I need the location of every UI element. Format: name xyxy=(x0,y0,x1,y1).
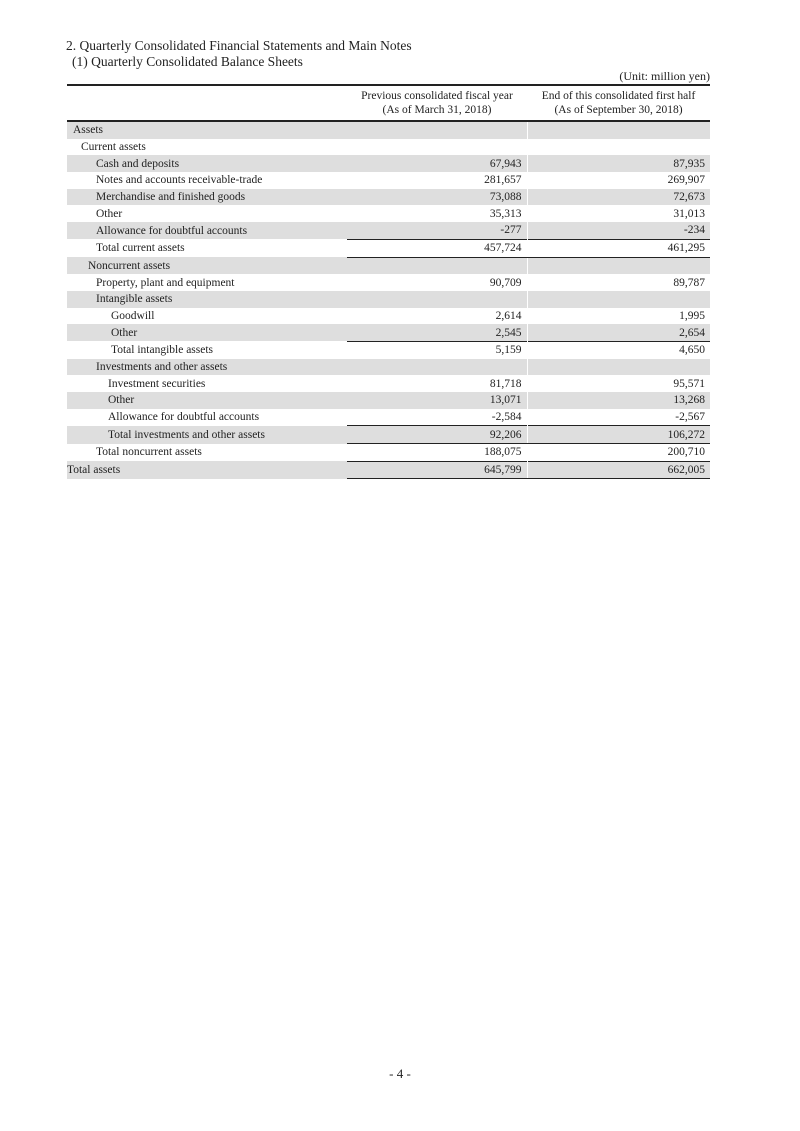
table-row xyxy=(67,461,710,479)
row-label: Other xyxy=(67,392,347,409)
table-row xyxy=(67,239,710,257)
table-row xyxy=(67,291,710,308)
table-row xyxy=(67,324,710,341)
row-label: Property, plant and equipment xyxy=(96,276,235,289)
previous-year-value: 5,159 xyxy=(347,341,527,358)
table-row xyxy=(67,409,710,426)
table-row xyxy=(67,444,710,462)
subsection-heading: (1) Quarterly Consolidated Balance Sheets xyxy=(72,54,303,69)
row-label: Notes and accounts receivable-trade xyxy=(96,174,263,187)
table-row xyxy=(67,121,710,139)
row-label: Total assets xyxy=(67,461,347,479)
row-label: Allowance for doubtful accounts xyxy=(108,411,260,424)
balance-sheet-table xyxy=(67,84,710,479)
previous-year-value xyxy=(347,257,527,274)
page-number: - 4 - xyxy=(389,1066,411,1081)
row-label: Noncurrent assets xyxy=(67,257,347,274)
row-label: Total current assets xyxy=(96,242,185,255)
current-half-value: 1,995 xyxy=(679,309,705,322)
table-row xyxy=(67,172,710,189)
previous-year-value: 281,657 xyxy=(347,172,527,189)
previous-year-value: 188,075 xyxy=(347,444,527,462)
current-half-value: 89,787 xyxy=(673,276,705,289)
previous-year-value: 90,709 xyxy=(347,274,527,291)
header-label-column xyxy=(67,85,347,121)
table-row xyxy=(67,392,710,409)
row-label: Investment securities xyxy=(108,377,206,390)
current-half-value xyxy=(527,359,710,376)
row-label: Other xyxy=(67,324,347,341)
row-label: Goodwill xyxy=(111,309,155,322)
previous-year-value: 81,718 xyxy=(347,375,527,392)
table-row xyxy=(67,222,710,239)
table-header xyxy=(67,85,710,121)
table-row xyxy=(67,274,710,291)
previous-year-value xyxy=(347,291,527,308)
current-half-value: 2,654 xyxy=(527,324,710,341)
row-label: Cash and deposits xyxy=(67,155,347,172)
table-row xyxy=(67,375,710,392)
current-half-value: 72,673 xyxy=(527,189,710,206)
row-label: Other xyxy=(96,207,123,220)
current-half-value xyxy=(527,291,710,308)
current-half-value: -2,567 xyxy=(675,411,705,424)
current-half-value xyxy=(527,139,710,156)
row-label: Allowance for doubtful accounts xyxy=(67,222,347,239)
header-current-half: End of this consolidated first half (As of September 30, 2018) xyxy=(541,90,696,116)
previous-year-value: 645,799 xyxy=(347,461,527,479)
table-row xyxy=(67,308,710,325)
current-half-value: 200,710 xyxy=(527,444,710,462)
row-label: Total intangible assets xyxy=(111,344,214,357)
table-row xyxy=(67,189,710,206)
current-half-value xyxy=(527,121,710,139)
table-row xyxy=(67,341,710,358)
previous-year-value: 73,088 xyxy=(347,189,527,206)
previous-year-value xyxy=(347,139,527,156)
table-row xyxy=(67,257,710,274)
row-label: Investments and other assets xyxy=(67,359,347,376)
row-label: Intangible assets xyxy=(67,291,347,308)
current-half-value xyxy=(527,257,710,274)
previous-year-value xyxy=(347,121,527,139)
table-row xyxy=(67,359,710,376)
table-row xyxy=(67,139,710,156)
previous-year-value: 67,943 xyxy=(347,155,527,172)
row-label: Total noncurrent assets xyxy=(96,446,202,459)
table-row xyxy=(67,426,710,444)
previous-year-value: 2,545 xyxy=(347,324,527,341)
current-half-value: 662,005 xyxy=(527,461,710,479)
section-heading: 2. Quarterly Consolidated Financial Statements and Main Notes xyxy=(66,38,412,53)
previous-year-value: -277 xyxy=(347,222,527,239)
current-half-value: -234 xyxy=(527,222,710,239)
previous-year-value xyxy=(347,359,527,376)
current-half-value: 4,650 xyxy=(527,341,710,358)
row-label: Current assets xyxy=(81,141,146,154)
table-row xyxy=(67,155,710,172)
previous-year-value: 35,313 xyxy=(347,205,527,222)
previous-year-value: 92,206 xyxy=(347,426,527,444)
current-half-value: 269,907 xyxy=(667,174,705,187)
current-half-value: 13,268 xyxy=(527,392,710,409)
row-label: Total investments and other assets xyxy=(67,426,347,444)
current-half-value: 461,295 xyxy=(527,239,710,257)
previous-year-value: -2,584 xyxy=(347,409,527,426)
header-previous-year: Previous consolidated fiscal year (As of March 31, 2018) xyxy=(361,90,513,116)
current-half-value: 95,571 xyxy=(673,377,705,390)
row-label: Merchandise and finished goods xyxy=(67,189,347,206)
current-half-value: 87,935 xyxy=(527,155,710,172)
current-half-value: 31,013 xyxy=(673,207,705,220)
unit-note: (Unit: million yen) xyxy=(619,69,710,83)
current-half-value: 106,272 xyxy=(527,426,710,444)
previous-year-value: 2,614 xyxy=(347,308,527,325)
table-row xyxy=(67,205,710,222)
previous-year-value: 457,724 xyxy=(347,239,527,257)
previous-year-value: 13,071 xyxy=(347,392,527,409)
row-label: Assets xyxy=(67,121,347,139)
